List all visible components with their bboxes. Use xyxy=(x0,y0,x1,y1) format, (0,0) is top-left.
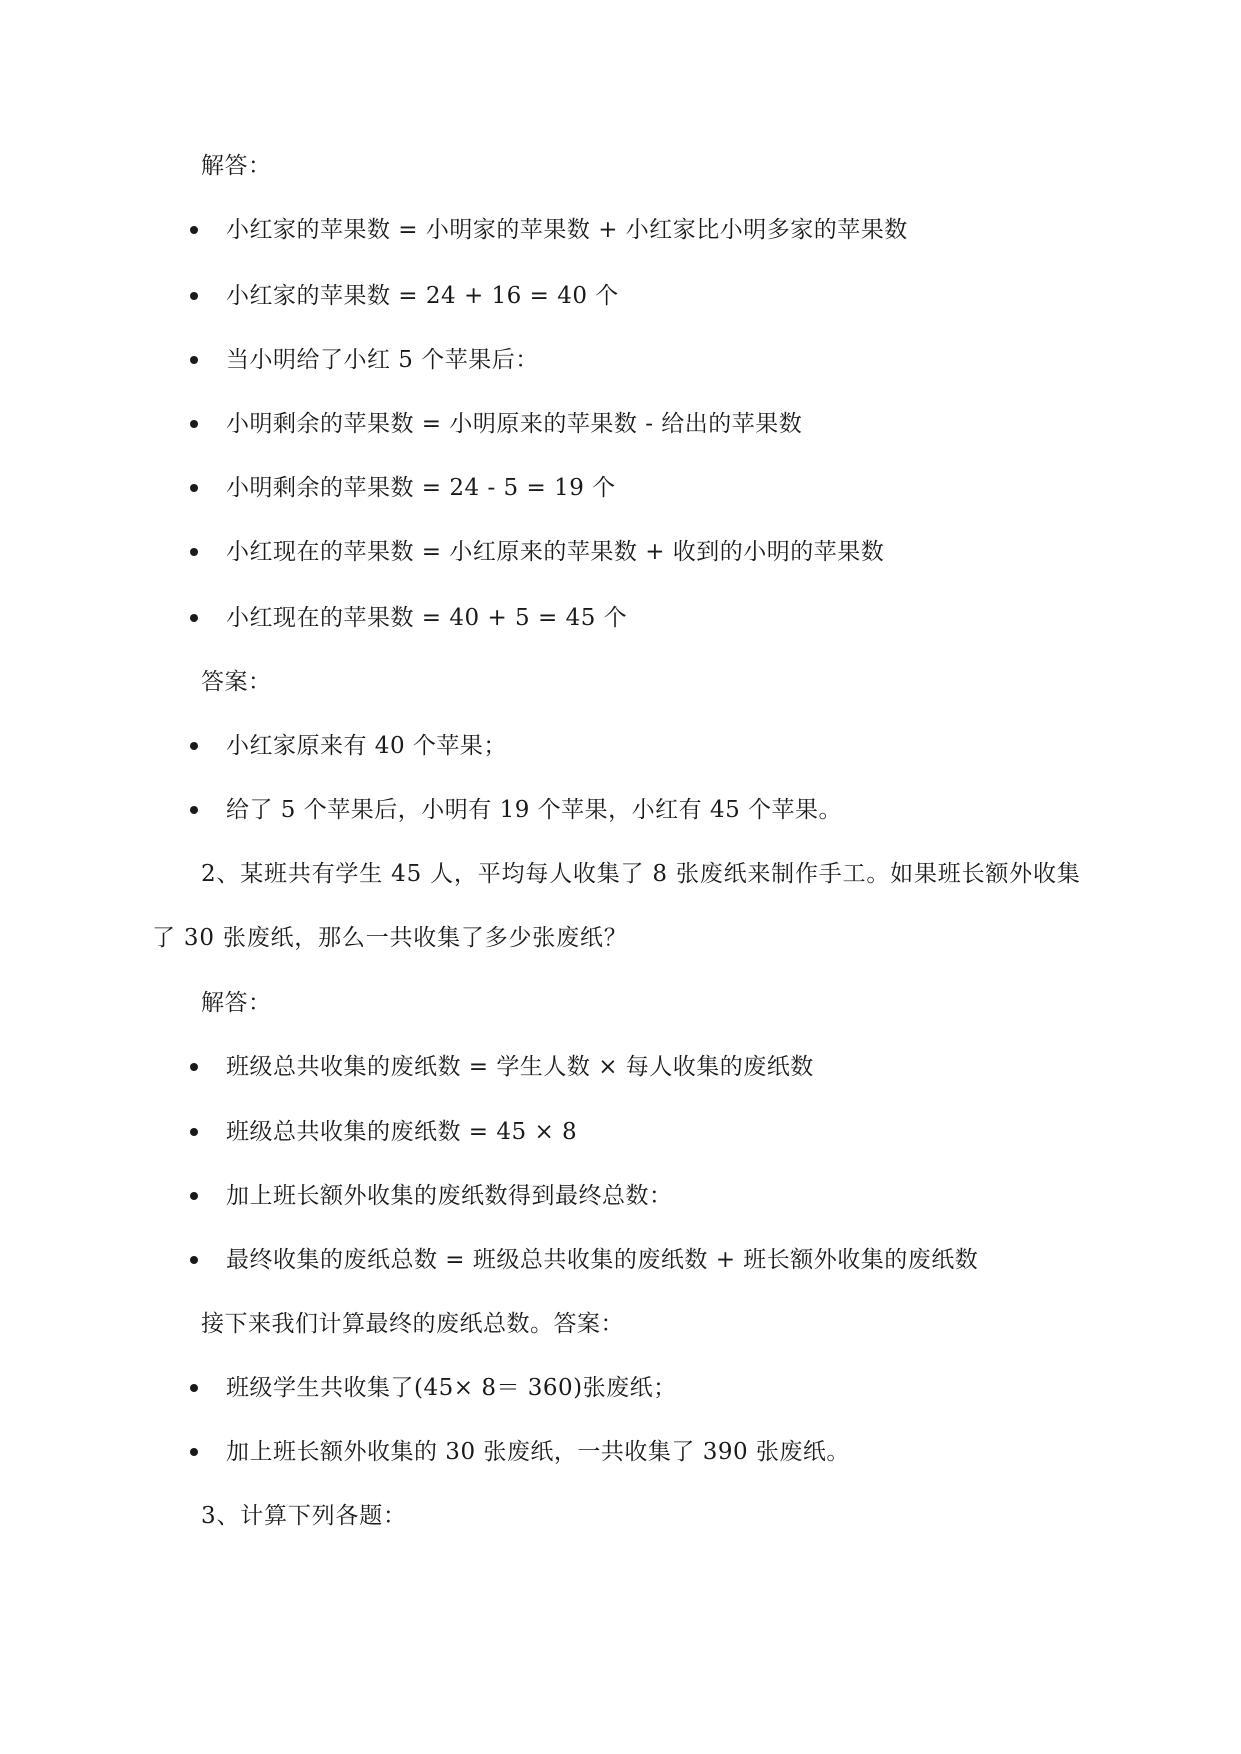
bullet-icon xyxy=(190,806,198,814)
list-item-text: 加上班长额外收集的 30 张废纸，一共收集了 390 张废纸。 xyxy=(226,1439,850,1465)
bullet-icon xyxy=(190,1128,198,1136)
list-item-text: 小红现在的苹果数 = 40 + 5 = 45 个 xyxy=(226,605,628,631)
bullet-icon xyxy=(190,356,198,364)
bullet-icon xyxy=(190,484,198,492)
list-item-text: 小红家的苹果数 = 24 + 16 = 40 个 xyxy=(226,283,619,309)
bullet-icon xyxy=(190,292,198,300)
list-item-text: 班级总共收集的废纸数 = 45 × 8 xyxy=(226,1119,578,1145)
next-step-text: 接下来我们计算最终的废纸总数。答案： xyxy=(201,1311,624,1337)
list-item xyxy=(0,795,1241,825)
bullet-icon xyxy=(190,742,198,750)
question-2-line-2: 了 30 张废纸，那么一共收集了多少张废纸？ xyxy=(152,925,628,951)
bullet-icon xyxy=(190,226,198,234)
list-item xyxy=(0,731,1241,761)
list-item-text: 加上班长额外收集的废纸数得到最终总数： xyxy=(226,1183,673,1209)
bullet-icon xyxy=(190,1384,198,1392)
list-item-text: 小红家原来有 40 个苹果； xyxy=(226,733,507,759)
bullet-icon xyxy=(190,420,198,428)
list-item xyxy=(0,1117,1241,1147)
list-item-text: 小红家的苹果数 = 小明家的苹果数 + 小红家比小明多家的苹果数 xyxy=(226,217,908,243)
answer-label: 答案： xyxy=(201,669,272,695)
list-item-text: 小红现在的苹果数 = 小红原来的苹果数 + 收到的小明的苹果数 xyxy=(226,539,885,565)
list-item xyxy=(0,345,1241,375)
list-item-text: 最终收集的废纸总数 = 班级总共收集的废纸数 + 班长额外收集的废纸数 xyxy=(226,1247,979,1273)
bullet-icon xyxy=(190,1256,198,1264)
list-item xyxy=(0,1052,1241,1082)
list-item-text: 班级学生共收集了(45× 8＝ 360)张废纸； xyxy=(226,1375,677,1401)
bullet-icon xyxy=(190,548,198,556)
list-item xyxy=(0,603,1241,633)
list-item xyxy=(0,409,1241,439)
question-3: 3、计算下列各题： xyxy=(201,1503,407,1529)
solution-label: 解答： xyxy=(201,153,272,179)
list-item xyxy=(0,215,1241,245)
bullet-icon xyxy=(190,1063,198,1071)
list-item xyxy=(0,537,1241,567)
question-2-line-1: 2、某班共有学生 45 人，平均每人收集了 8 张废纸来制作手工。如果班长额外收集 xyxy=(201,861,1081,887)
list-item xyxy=(0,1437,1241,1467)
list-item-text: 班级总共收集的废纸数 = 学生人数 × 每人收集的废纸数 xyxy=(226,1054,814,1080)
list-item xyxy=(0,1245,1241,1275)
list-item-text: 当小明给了小红 5 个苹果后： xyxy=(226,347,539,373)
bullet-icon xyxy=(190,1192,198,1200)
bullet-icon xyxy=(190,614,198,622)
solution-label: 解答： xyxy=(201,990,272,1016)
list-item xyxy=(0,1373,1241,1403)
list-item xyxy=(0,473,1241,503)
list-item-text: 小明剩余的苹果数 = 24 - 5 = 19 个 xyxy=(226,475,616,501)
list-item xyxy=(0,1181,1241,1211)
bullet-icon xyxy=(190,1448,198,1456)
list-item xyxy=(0,281,1241,311)
list-item-text: 给了 5 个苹果后，小明有 19 个苹果，小红有 45 个苹果。 xyxy=(226,797,843,823)
list-item-text: 小明剩余的苹果数 = 小明原来的苹果数 - 给出的苹果数 xyxy=(226,411,803,437)
